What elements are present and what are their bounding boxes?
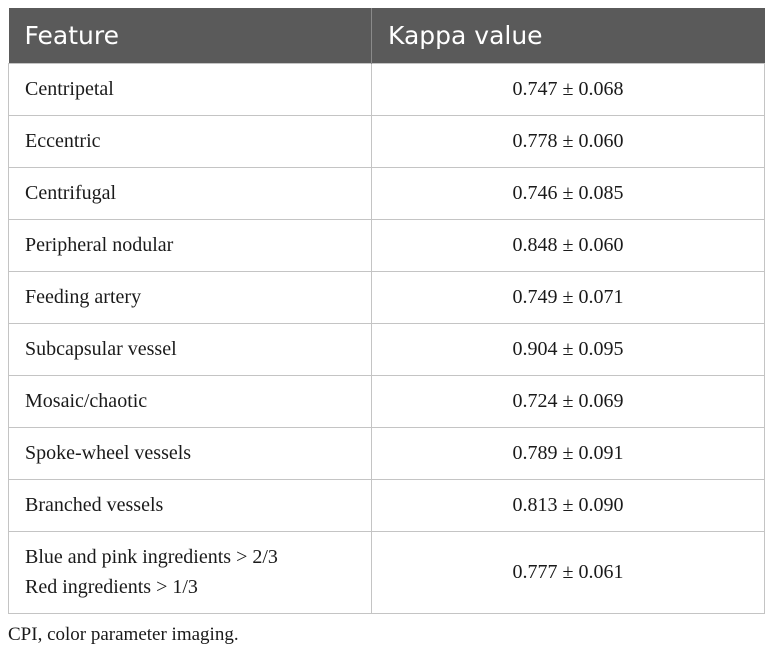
feature-text: Feeding artery bbox=[25, 286, 142, 308]
kappa-table-container bbox=[8, 8, 764, 614]
kappa-value-cell: 0.813 ± 0.090 bbox=[372, 479, 765, 531]
table-body bbox=[9, 63, 765, 613]
feature-text: Centripetal bbox=[25, 78, 114, 100]
kappa-value-cell: 0.777 ± 0.061 bbox=[372, 531, 765, 613]
table-header-row bbox=[9, 8, 765, 63]
feature-text: Subcapsular vessel bbox=[25, 338, 177, 360]
table-row bbox=[9, 427, 765, 479]
feature-cell bbox=[9, 63, 372, 115]
table-row bbox=[9, 63, 765, 115]
kappa-value-cell: 0.749 ± 0.071 bbox=[372, 271, 765, 323]
feature-cell bbox=[9, 427, 372, 479]
table-row bbox=[9, 167, 765, 219]
kappa-value-cell: 0.904 ± 0.095 bbox=[372, 323, 765, 375]
table-footnote: CPI, color parameter imaging. bbox=[8, 624, 239, 645]
table-row bbox=[9, 375, 765, 427]
table-row bbox=[9, 115, 765, 167]
kappa-table bbox=[8, 8, 765, 614]
feature-cell bbox=[9, 323, 372, 375]
table-row bbox=[9, 479, 765, 531]
feature-cell bbox=[9, 167, 372, 219]
feature-cell bbox=[9, 375, 372, 427]
feature-text: Mosaic/chaotic bbox=[25, 390, 148, 412]
feature-text: Eccentric bbox=[25, 130, 101, 152]
feature-cell bbox=[9, 479, 372, 531]
kappa-value-cell: 0.778 ± 0.060 bbox=[372, 115, 765, 167]
feature-text: Centrifugal bbox=[25, 182, 117, 204]
header-kappa-value: Kappa value bbox=[372, 8, 765, 63]
feature-cell bbox=[9, 115, 372, 167]
kappa-value-cell: 0.789 ± 0.091 bbox=[372, 427, 765, 479]
table-row bbox=[9, 219, 765, 271]
feature-cell bbox=[9, 271, 372, 323]
feature-text: Peripheral nodular bbox=[25, 234, 174, 256]
feature-text: Blue and pink ingredients > 2/3 bbox=[25, 546, 278, 568]
feature-cell bbox=[9, 219, 372, 271]
feature-text: Branched vessels bbox=[25, 494, 164, 516]
table-row bbox=[9, 271, 765, 323]
kappa-value-cell: 0.848 ± 0.060 bbox=[372, 219, 765, 271]
feature-text: Red ingredients > 1/3 bbox=[25, 576, 198, 598]
kappa-value-cell: 0.746 ± 0.085 bbox=[372, 167, 765, 219]
feature-cell bbox=[9, 531, 372, 613]
table-row bbox=[9, 323, 765, 375]
header-feature: Feature bbox=[9, 8, 372, 63]
table-row bbox=[9, 531, 765, 613]
feature-text: Spoke-wheel vessels bbox=[25, 442, 192, 464]
kappa-value-cell: 0.724 ± 0.069 bbox=[372, 375, 765, 427]
kappa-value-cell: 0.747 ± 0.068 bbox=[372, 63, 765, 115]
